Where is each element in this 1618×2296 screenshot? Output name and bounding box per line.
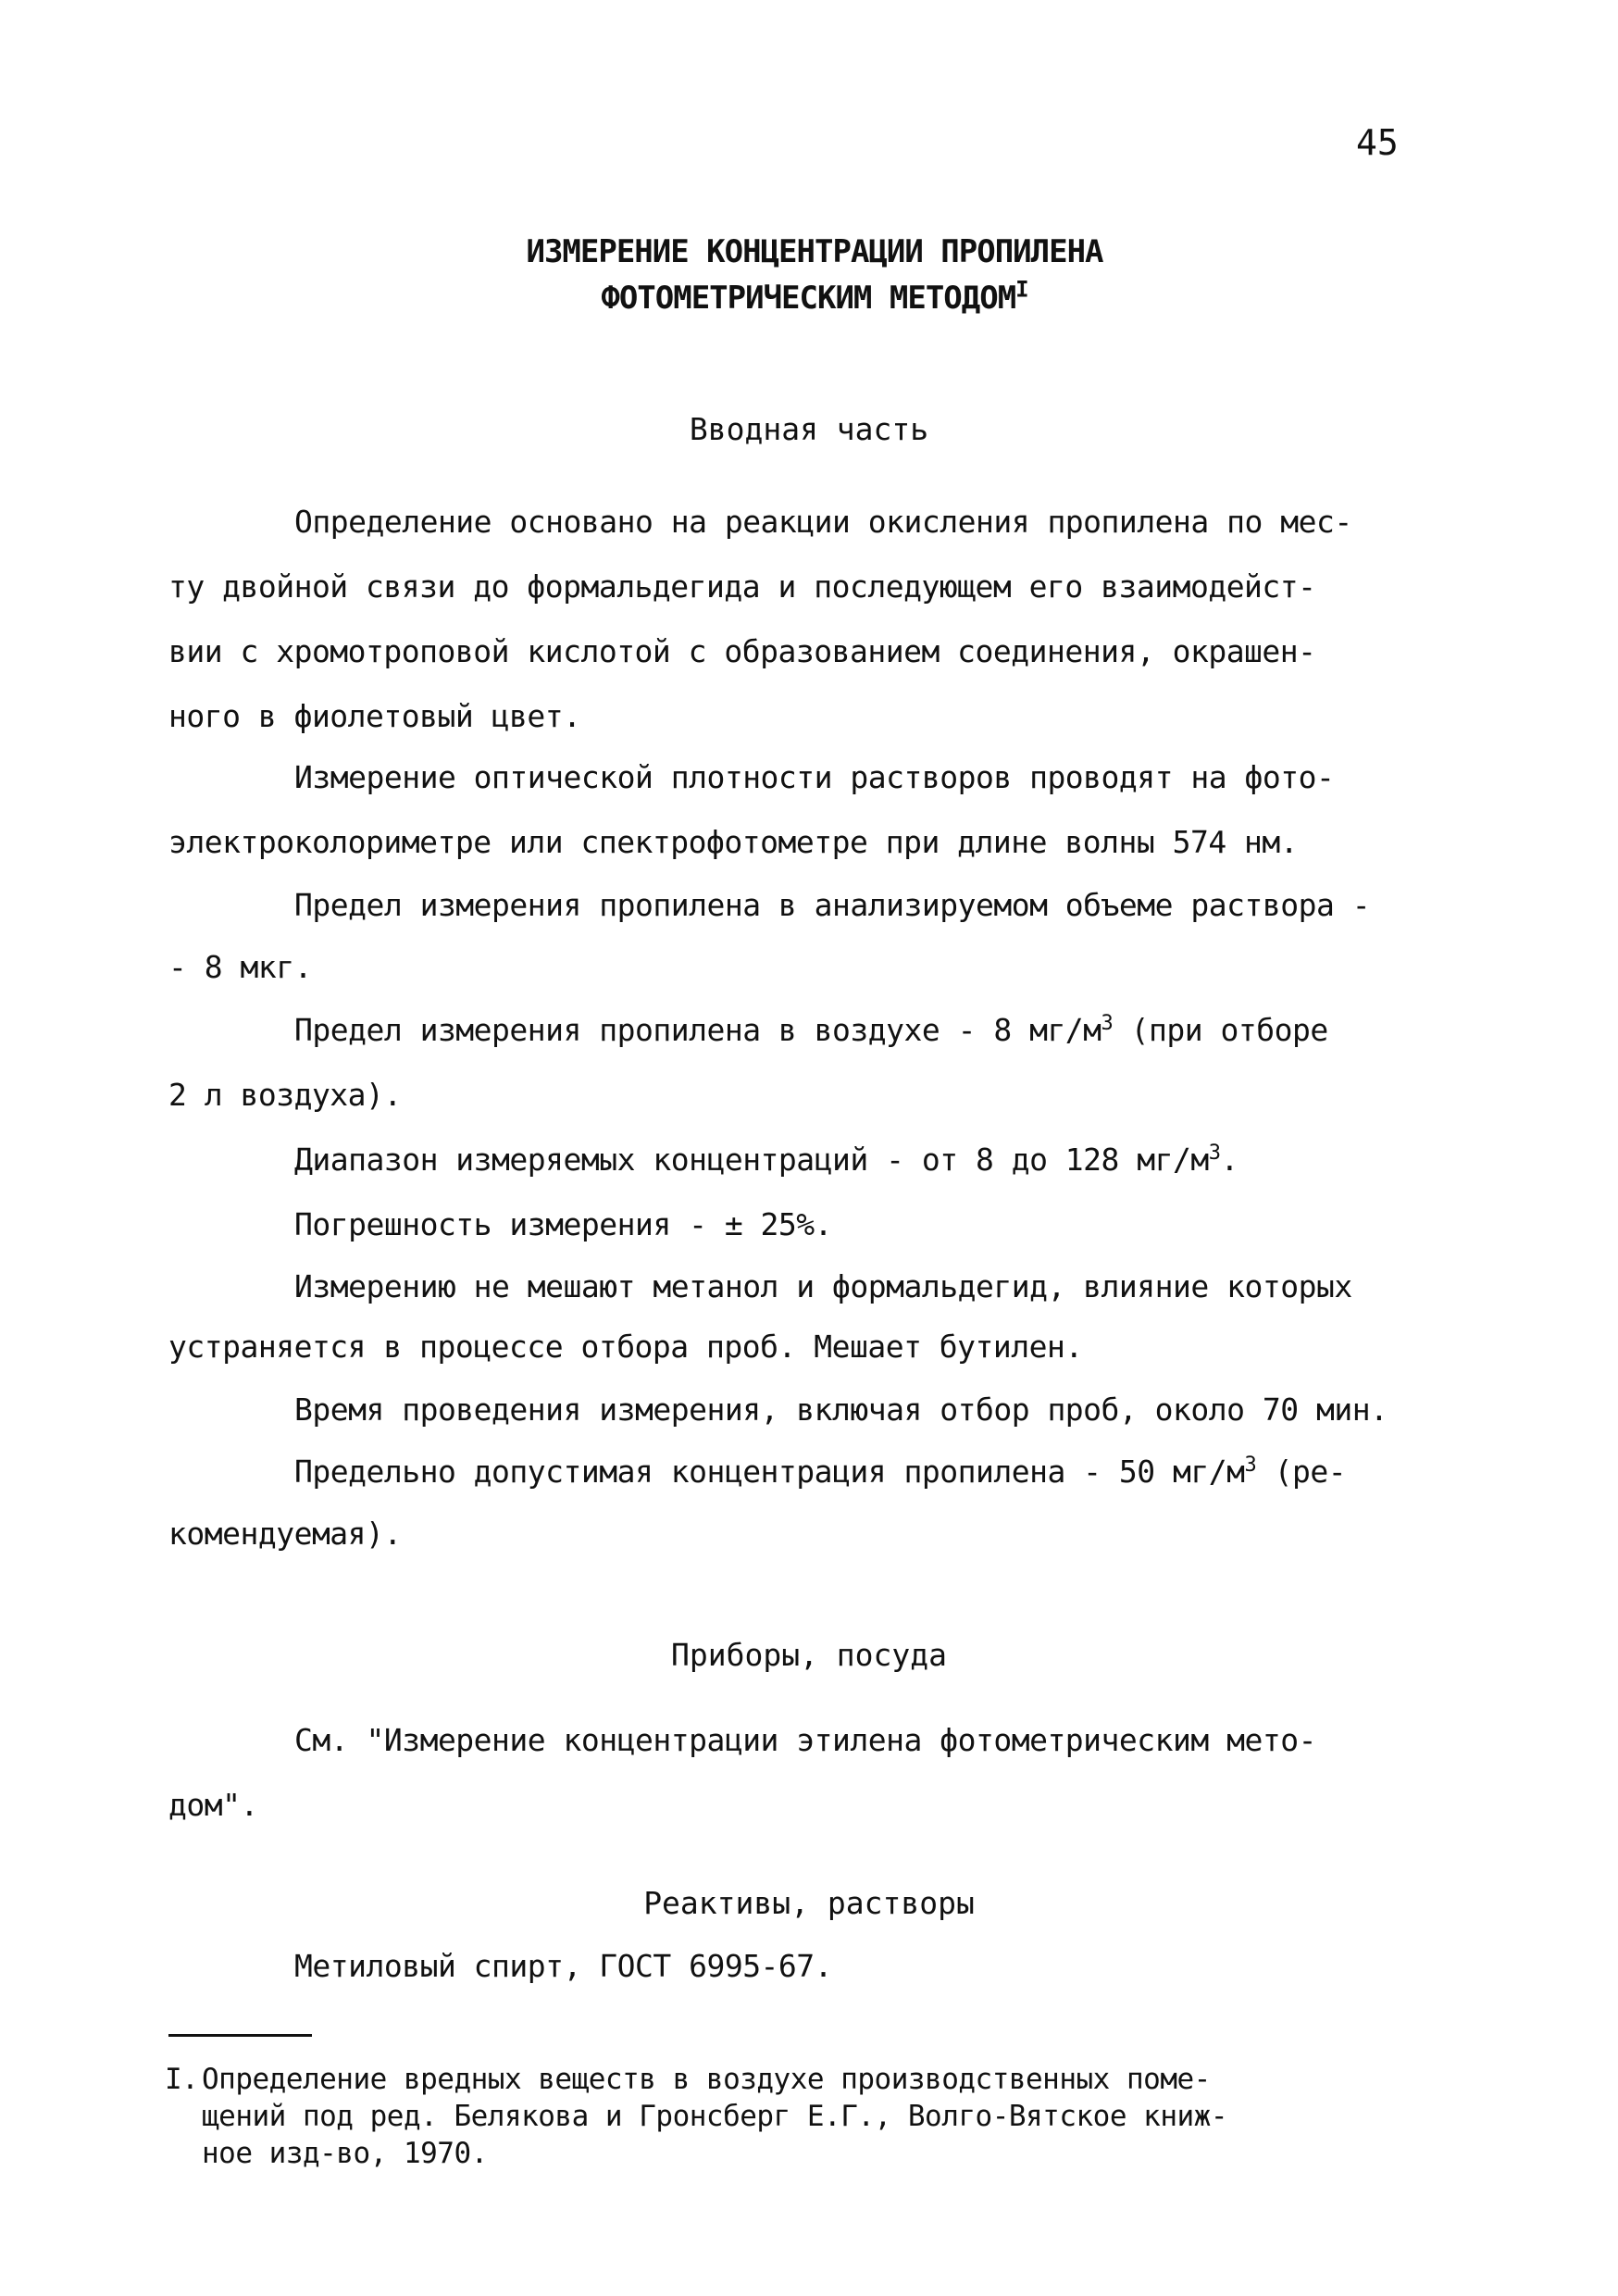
- paragraph-line: ту двойной связи до формальдегида и последующем его взаимодейст-: [168, 568, 1316, 605]
- section-heading-devices: Приборы, посуда: [670, 1637, 947, 1673]
- paragraph-line: дом".: [168, 1787, 258, 1823]
- paragraph-line: Предел измерения пропилена в анализируемом объеме раствора -: [294, 887, 1371, 923]
- paragraph-line: Определение основано на реакции окисления пропилена по мес-: [294, 504, 1352, 540]
- paragraph-line: [294, 1142, 1238, 1178]
- footnote-line: щений под ред. Белякова и Гронсберг Е.Г., Волго-Вятское книж-: [202, 2100, 1227, 2133]
- paragraph-line: [294, 1012, 1328, 1048]
- paragraph-line: Измерение оптической плотности растворов проводят на фото-: [294, 759, 1335, 795]
- superscript: 3: [1244, 1454, 1257, 1477]
- superscript: 3: [1208, 1142, 1221, 1165]
- paragraph-text: Предельно допустимая концентрация пропилена - 50 мг/м: [294, 1454, 1245, 1490]
- title-footnote-ref: I: [1015, 276, 1028, 303]
- document-title-line-2-text: ФОТОМЕТРИЧЕСКИМ МЕТОДОМ: [601, 280, 1016, 317]
- footnote-divider: [168, 2034, 312, 2037]
- paragraph-line: ного в фиолетовый цвет.: [168, 698, 581, 734]
- paragraph-line: 2 л воздуха).: [168, 1077, 402, 1113]
- paragraph-line: См. "Измерение концентрации этилена фотометрическим мето-: [294, 1722, 1316, 1758]
- footnote-marker: I.: [165, 2063, 199, 2096]
- paragraph-line: Время проведения измерения, включая отбор проб, около 70 мин.: [294, 1391, 1388, 1428]
- footnote-line: ное изд-во, 1970.: [202, 2137, 488, 2170]
- paragraph-line: Метиловый спирт, ГОСТ 6995-67.: [294, 1948, 833, 1984]
- document-title-line-2: [259, 276, 1370, 317]
- paragraph-line: - 8 мкг.: [168, 949, 312, 985]
- paragraph-text: (ре-: [1256, 1454, 1347, 1490]
- paragraph-text: (при отборе: [1113, 1012, 1328, 1048]
- paragraph-line: [294, 1454, 1346, 1490]
- page-number: 45: [1356, 122, 1399, 163]
- paragraph-line: Погрешность измерения - ± 25%.: [294, 1206, 833, 1242]
- section-heading-intro: Вводная часть: [689, 411, 929, 447]
- footnote-line: Определение вредных веществ в воздухе производственных поме-: [202, 2063, 1211, 2096]
- paragraph-text: .: [1220, 1142, 1238, 1178]
- paragraph-line: Измерению не мешают метанол и формальдегид, влияние которых: [294, 1268, 1352, 1304]
- paragraph-line: комендуемая).: [168, 1516, 402, 1552]
- paragraph-line: электроколориметре или спектрофотометре при длине волны 574 нм.: [168, 824, 1299, 860]
- paragraph-text: Предел измерения пропилена в воздухе - 8 мг/м: [294, 1012, 1101, 1048]
- superscript: 3: [1101, 1012, 1114, 1035]
- paragraph-text: Диапазон измеряемых концентраций - от 8 до 128 мг/м: [294, 1142, 1209, 1178]
- paragraph-line: вии с хромотроповой кислотой с образованием соединения, окрашен-: [168, 633, 1316, 669]
- section-heading-reagents: Реактивы, растворы: [643, 1885, 975, 1921]
- paragraph-line: устраняется в процессе отбора проб. Мешает бутилен.: [168, 1329, 1083, 1365]
- document-title-line-1: ИЗМЕРЕНИЕ КОНЦЕНТРАЦИИ ПРОПИЛЕНА: [526, 233, 1103, 270]
